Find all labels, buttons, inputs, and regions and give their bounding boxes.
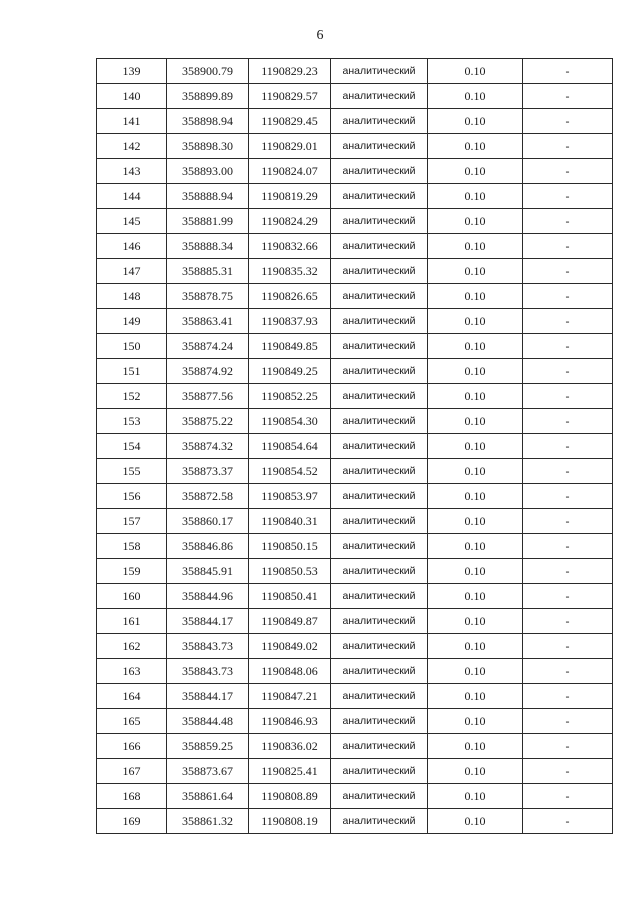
y-coordinate-cell: 1190840.31 [249,509,331,534]
method-cell: аналитический [331,359,428,384]
note-cell: - [523,484,613,509]
table-row [97,584,613,609]
note-cell: - [523,284,613,309]
accuracy-cell: 0.10 [428,759,523,784]
method-cell: аналитический [331,434,428,459]
point-number-cell: 154 [97,434,167,459]
accuracy-cell: 0.10 [428,634,523,659]
method-cell: аналитический [331,284,428,309]
method-cell: аналитический [331,684,428,709]
point-number-cell: 147 [97,259,167,284]
note-cell: - [523,109,613,134]
accuracy-cell: 0.10 [428,109,523,134]
x-coordinate-cell: 358861.32 [167,809,249,834]
accuracy-cell: 0.10 [428,409,523,434]
accuracy-cell: 0.10 [428,459,523,484]
method-cell: аналитический [331,384,428,409]
table-row [97,534,613,559]
method-cell: аналитический [331,234,428,259]
point-number-cell: 148 [97,284,167,309]
table-row [97,334,613,359]
x-coordinate-cell: 358874.32 [167,434,249,459]
note-cell: - [523,134,613,159]
y-coordinate-cell: 1190850.41 [249,584,331,609]
point-number-cell: 164 [97,684,167,709]
note-cell: - [523,359,613,384]
note-cell: - [523,634,613,659]
note-cell: - [523,259,613,284]
point-number-cell: 169 [97,809,167,834]
x-coordinate-cell: 358861.64 [167,784,249,809]
y-coordinate-cell: 1190824.07 [249,159,331,184]
table-row [97,634,613,659]
accuracy-cell: 0.10 [428,534,523,559]
point-number-cell: 152 [97,384,167,409]
y-coordinate-cell: 1190850.15 [249,534,331,559]
method-cell: аналитический [331,459,428,484]
method-cell: аналитический [331,59,428,84]
point-number-cell: 162 [97,634,167,659]
point-number-cell: 168 [97,784,167,809]
y-coordinate-cell: 1190849.87 [249,609,331,634]
point-number-cell: 149 [97,309,167,334]
note-cell: - [523,84,613,109]
accuracy-cell: 0.10 [428,784,523,809]
accuracy-cell: 0.10 [428,159,523,184]
y-coordinate-cell: 1190850.53 [249,559,331,584]
y-coordinate-cell: 1190832.66 [249,234,331,259]
point-number-cell: 139 [97,59,167,84]
accuracy-cell: 0.10 [428,709,523,734]
point-number-cell: 160 [97,584,167,609]
point-number-cell: 167 [97,759,167,784]
point-number-cell: 163 [97,659,167,684]
y-coordinate-cell: 1190808.19 [249,809,331,834]
table-row [97,809,613,834]
note-cell: - [523,509,613,534]
point-number-cell: 155 [97,459,167,484]
y-coordinate-cell: 1190849.25 [249,359,331,384]
x-coordinate-cell: 358844.17 [167,609,249,634]
table-row [97,109,613,134]
accuracy-cell: 0.10 [428,484,523,509]
accuracy-cell: 0.10 [428,59,523,84]
accuracy-cell: 0.10 [428,84,523,109]
page-number: 6 [316,28,324,43]
method-cell: аналитический [331,134,428,159]
point-number-cell: 158 [97,534,167,559]
method-cell: аналитический [331,159,428,184]
accuracy-cell: 0.10 [428,209,523,234]
table-row [97,159,613,184]
x-coordinate-cell: 358881.99 [167,209,249,234]
y-coordinate-cell: 1190808.89 [249,784,331,809]
note-cell: - [523,659,613,684]
x-coordinate-cell: 358893.00 [167,159,249,184]
table-row [97,684,613,709]
method-cell: аналитический [331,734,428,759]
point-number-cell: 141 [97,109,167,134]
x-coordinate-cell: 358844.17 [167,684,249,709]
table-row [97,384,613,409]
accuracy-cell: 0.10 [428,334,523,359]
method-cell: аналитический [331,509,428,534]
accuracy-cell: 0.10 [428,259,523,284]
table-row [97,59,613,84]
accuracy-cell: 0.10 [428,809,523,834]
method-cell: аналитический [331,184,428,209]
x-coordinate-cell: 358844.48 [167,709,249,734]
note-cell: - [523,159,613,184]
x-coordinate-cell: 358900.79 [167,59,249,84]
table-row [97,184,613,209]
method-cell: аналитический [331,84,428,109]
note-cell: - [523,384,613,409]
table-row [97,484,613,509]
method-cell: аналитический [331,534,428,559]
x-coordinate-cell: 358843.73 [167,634,249,659]
y-coordinate-cell: 1190852.25 [249,384,331,409]
table-row [97,434,613,459]
accuracy-cell: 0.10 [428,684,523,709]
method-cell: аналитический [331,559,428,584]
accuracy-cell: 0.10 [428,284,523,309]
note-cell: - [523,734,613,759]
method-cell: аналитический [331,409,428,434]
method-cell: аналитический [331,709,428,734]
table-row [97,609,613,634]
accuracy-cell: 0.10 [428,434,523,459]
table-row [97,409,613,434]
accuracy-cell: 0.10 [428,309,523,334]
x-coordinate-cell: 358843.73 [167,659,249,684]
accuracy-cell: 0.10 [428,509,523,534]
y-coordinate-cell: 1190849.02 [249,634,331,659]
note-cell: - [523,684,613,709]
note-cell: - [523,709,613,734]
y-coordinate-cell: 1190854.52 [249,459,331,484]
accuracy-cell: 0.10 [428,384,523,409]
note-cell: - [523,534,613,559]
note-cell: - [523,184,613,209]
y-coordinate-cell: 1190826.65 [249,284,331,309]
x-coordinate-cell: 358844.96 [167,584,249,609]
table-row [97,784,613,809]
point-number-cell: 166 [97,734,167,759]
method-cell: аналитический [331,584,428,609]
accuracy-cell: 0.10 [428,184,523,209]
accuracy-cell: 0.10 [428,559,523,584]
table-row [97,134,613,159]
x-coordinate-cell: 358873.37 [167,459,249,484]
x-coordinate-cell: 358888.34 [167,234,249,259]
method-cell: аналитический [331,309,428,334]
table-row [97,659,613,684]
note-cell: - [523,234,613,259]
method-cell: аналитический [331,209,428,234]
method-cell: аналитический [331,784,428,809]
method-cell: аналитический [331,259,428,284]
note-cell: - [523,459,613,484]
point-number-cell: 151 [97,359,167,384]
table-row [97,709,613,734]
table-row [97,734,613,759]
x-coordinate-cell: 358888.94 [167,184,249,209]
point-number-cell: 145 [97,209,167,234]
y-coordinate-cell: 1190846.93 [249,709,331,734]
note-cell: - [523,309,613,334]
y-coordinate-cell: 1190836.02 [249,734,331,759]
accuracy-cell: 0.10 [428,134,523,159]
method-cell: аналитический [331,109,428,134]
note-cell: - [523,59,613,84]
method-cell: аналитический [331,334,428,359]
x-coordinate-cell: 358885.31 [167,259,249,284]
table-row [97,284,613,309]
note-cell: - [523,209,613,234]
y-coordinate-cell: 1190829.23 [249,59,331,84]
note-cell: - [523,434,613,459]
note-cell: - [523,609,613,634]
y-coordinate-cell: 1190847.21 [249,684,331,709]
point-number-cell: 142 [97,134,167,159]
x-coordinate-cell: 358873.67 [167,759,249,784]
x-coordinate-cell: 358846.86 [167,534,249,559]
y-coordinate-cell: 1190848.06 [249,659,331,684]
x-coordinate-cell: 358860.17 [167,509,249,534]
method-cell: аналитический [331,609,428,634]
y-coordinate-cell: 1190824.29 [249,209,331,234]
point-number-cell: 140 [97,84,167,109]
x-coordinate-cell: 358878.75 [167,284,249,309]
accuracy-cell: 0.10 [428,734,523,759]
table-row [97,559,613,584]
method-cell: аналитический [331,759,428,784]
note-cell: - [523,759,613,784]
method-cell: аналитический [331,634,428,659]
x-coordinate-cell: 358877.56 [167,384,249,409]
y-coordinate-cell: 1190829.57 [249,84,331,109]
method-cell: аналитический [331,809,428,834]
table-row [97,84,613,109]
table-row [97,209,613,234]
x-coordinate-cell: 358859.25 [167,734,249,759]
table-row [97,259,613,284]
x-coordinate-cell: 358898.30 [167,134,249,159]
y-coordinate-cell: 1190819.29 [249,184,331,209]
table-row [97,459,613,484]
coordinates-table [96,58,613,834]
y-coordinate-cell: 1190825.41 [249,759,331,784]
y-coordinate-cell: 1190835.32 [249,259,331,284]
table-row [97,509,613,534]
table-row [97,359,613,384]
point-number-cell: 144 [97,184,167,209]
note-cell: - [523,334,613,359]
accuracy-cell: 0.10 [428,234,523,259]
x-coordinate-cell: 358898.94 [167,109,249,134]
accuracy-cell: 0.10 [428,609,523,634]
y-coordinate-cell: 1190837.93 [249,309,331,334]
point-number-cell: 146 [97,234,167,259]
note-cell: - [523,559,613,584]
x-coordinate-cell: 358874.92 [167,359,249,384]
y-coordinate-cell: 1190829.01 [249,134,331,159]
x-coordinate-cell: 358874.24 [167,334,249,359]
point-number-cell: 156 [97,484,167,509]
note-cell: - [523,409,613,434]
y-coordinate-cell: 1190829.45 [249,109,331,134]
point-number-cell: 157 [97,509,167,534]
point-number-cell: 150 [97,334,167,359]
x-coordinate-cell: 358863.41 [167,309,249,334]
y-coordinate-cell: 1190849.85 [249,334,331,359]
y-coordinate-cell: 1190854.30 [249,409,331,434]
x-coordinate-cell: 358875.22 [167,409,249,434]
accuracy-cell: 0.10 [428,359,523,384]
table-row [97,309,613,334]
x-coordinate-cell: 358872.58 [167,484,249,509]
coordinates-table-body [97,59,613,834]
point-number-cell: 165 [97,709,167,734]
method-cell: аналитический [331,484,428,509]
table-row [97,759,613,784]
note-cell: - [523,584,613,609]
x-coordinate-cell: 358845.91 [167,559,249,584]
point-number-cell: 143 [97,159,167,184]
accuracy-cell: 0.10 [428,584,523,609]
y-coordinate-cell: 1190853.97 [249,484,331,509]
x-coordinate-cell: 358899.89 [167,84,249,109]
accuracy-cell: 0.10 [428,659,523,684]
note-cell: - [523,809,613,834]
point-number-cell: 153 [97,409,167,434]
point-number-cell: 161 [97,609,167,634]
y-coordinate-cell: 1190854.64 [249,434,331,459]
point-number-cell: 159 [97,559,167,584]
method-cell: аналитический [331,659,428,684]
table-row [97,234,613,259]
note-cell: - [523,784,613,809]
